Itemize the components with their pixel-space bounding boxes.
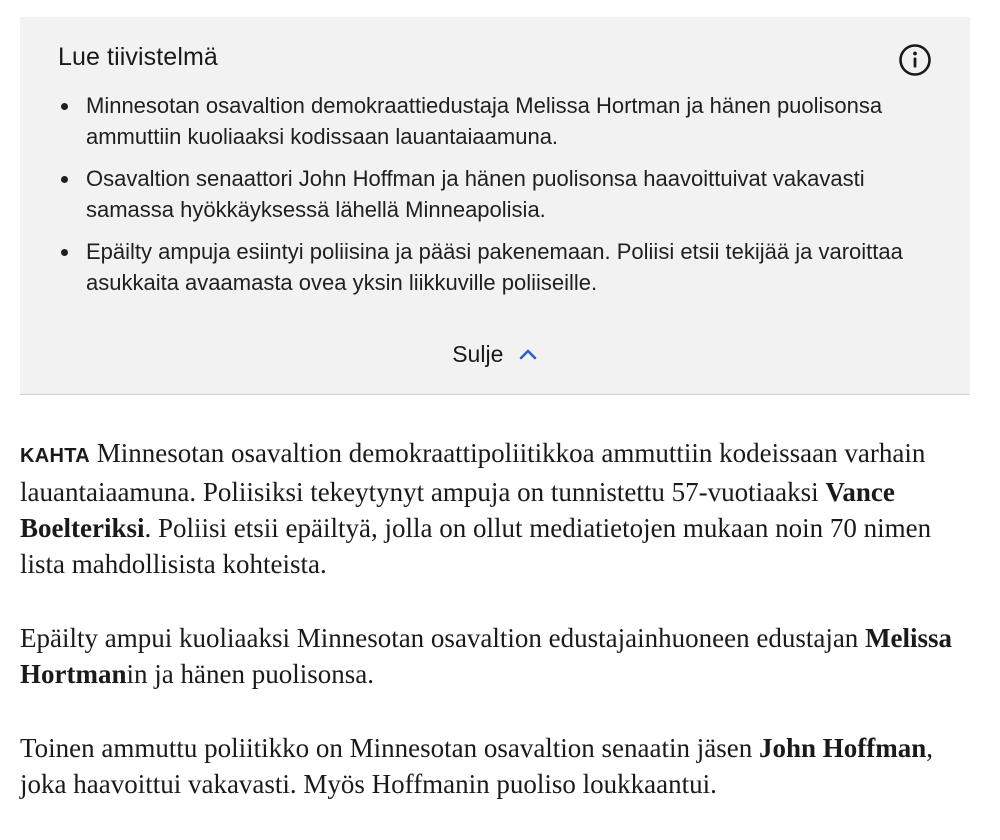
summary-bullet: Epäilty ampuja esiintyi poliisina ja pääsi pakenemaan. Poliisi etsii tekijää ja varoittaa asukkaita avaamasta ovea yksin liikkuville poliiseille. xyxy=(58,236,938,298)
summary-bullet: Osavaltion senaattori John Hoffman ja hänen puolisonsa haavoittuivat vakavasti samassa hyökkäyksessä lähellä Minneapolisia. xyxy=(58,163,938,225)
summary-box xyxy=(20,17,970,395)
paragraph-text: Minnesotan osavaltion demokraattipoliitikkoa ammuttiin kodeissaan varhain lauantaiaamuna. Poliisiksi tekeytynyt ampuja on tunnistettu 57-vuotiaaksi xyxy=(20,438,926,507)
article-paragraph xyxy=(20,620,980,692)
info-icon[interactable] xyxy=(898,43,932,77)
chevron-up-icon xyxy=(518,347,538,361)
summary-title: Lue tiivistelmä xyxy=(58,43,218,71)
summary-bullet: Minnesotan osavaltion demokraattiedustaja Melissa Hortman ja hänen puolisonsa ammuttiin kuoliaaksi kodissaan lauantaiaamuna. xyxy=(58,90,938,152)
paragraph-text: in ja hänen puolisonsa. xyxy=(126,659,374,689)
close-summary-button[interactable] xyxy=(20,341,970,368)
article-paragraph xyxy=(20,435,980,582)
paragraph-text: , joka haavoittui vakavasti. Myös Hoffmanin puoliso loukkaantui. xyxy=(20,733,934,799)
person-name: Melissa Hortman xyxy=(20,623,953,689)
person-name: John Hoffman xyxy=(759,733,927,763)
paragraph-text: Epäilty ampui kuoliaaksi Minnesotan osavaltion edustajainhuoneen edustajan xyxy=(20,623,866,653)
close-label: Sulje xyxy=(452,341,504,367)
dateline: KAHTA xyxy=(20,445,91,467)
article-paragraph xyxy=(20,730,980,802)
paragraph-text: Toinen ammuttu poliitikko on Minnesotan osavaltion senaatin jäsen xyxy=(20,733,759,763)
person-name: Vance Boelteriksi xyxy=(20,477,895,543)
paragraph-text: . Poliisi etsii epäiltyä, jolla on ollut mediatietojen mukaan noin 70 nimen lista mahdollisista kohteista. xyxy=(20,513,932,579)
article-body xyxy=(20,435,980,840)
summary-list xyxy=(58,90,938,309)
